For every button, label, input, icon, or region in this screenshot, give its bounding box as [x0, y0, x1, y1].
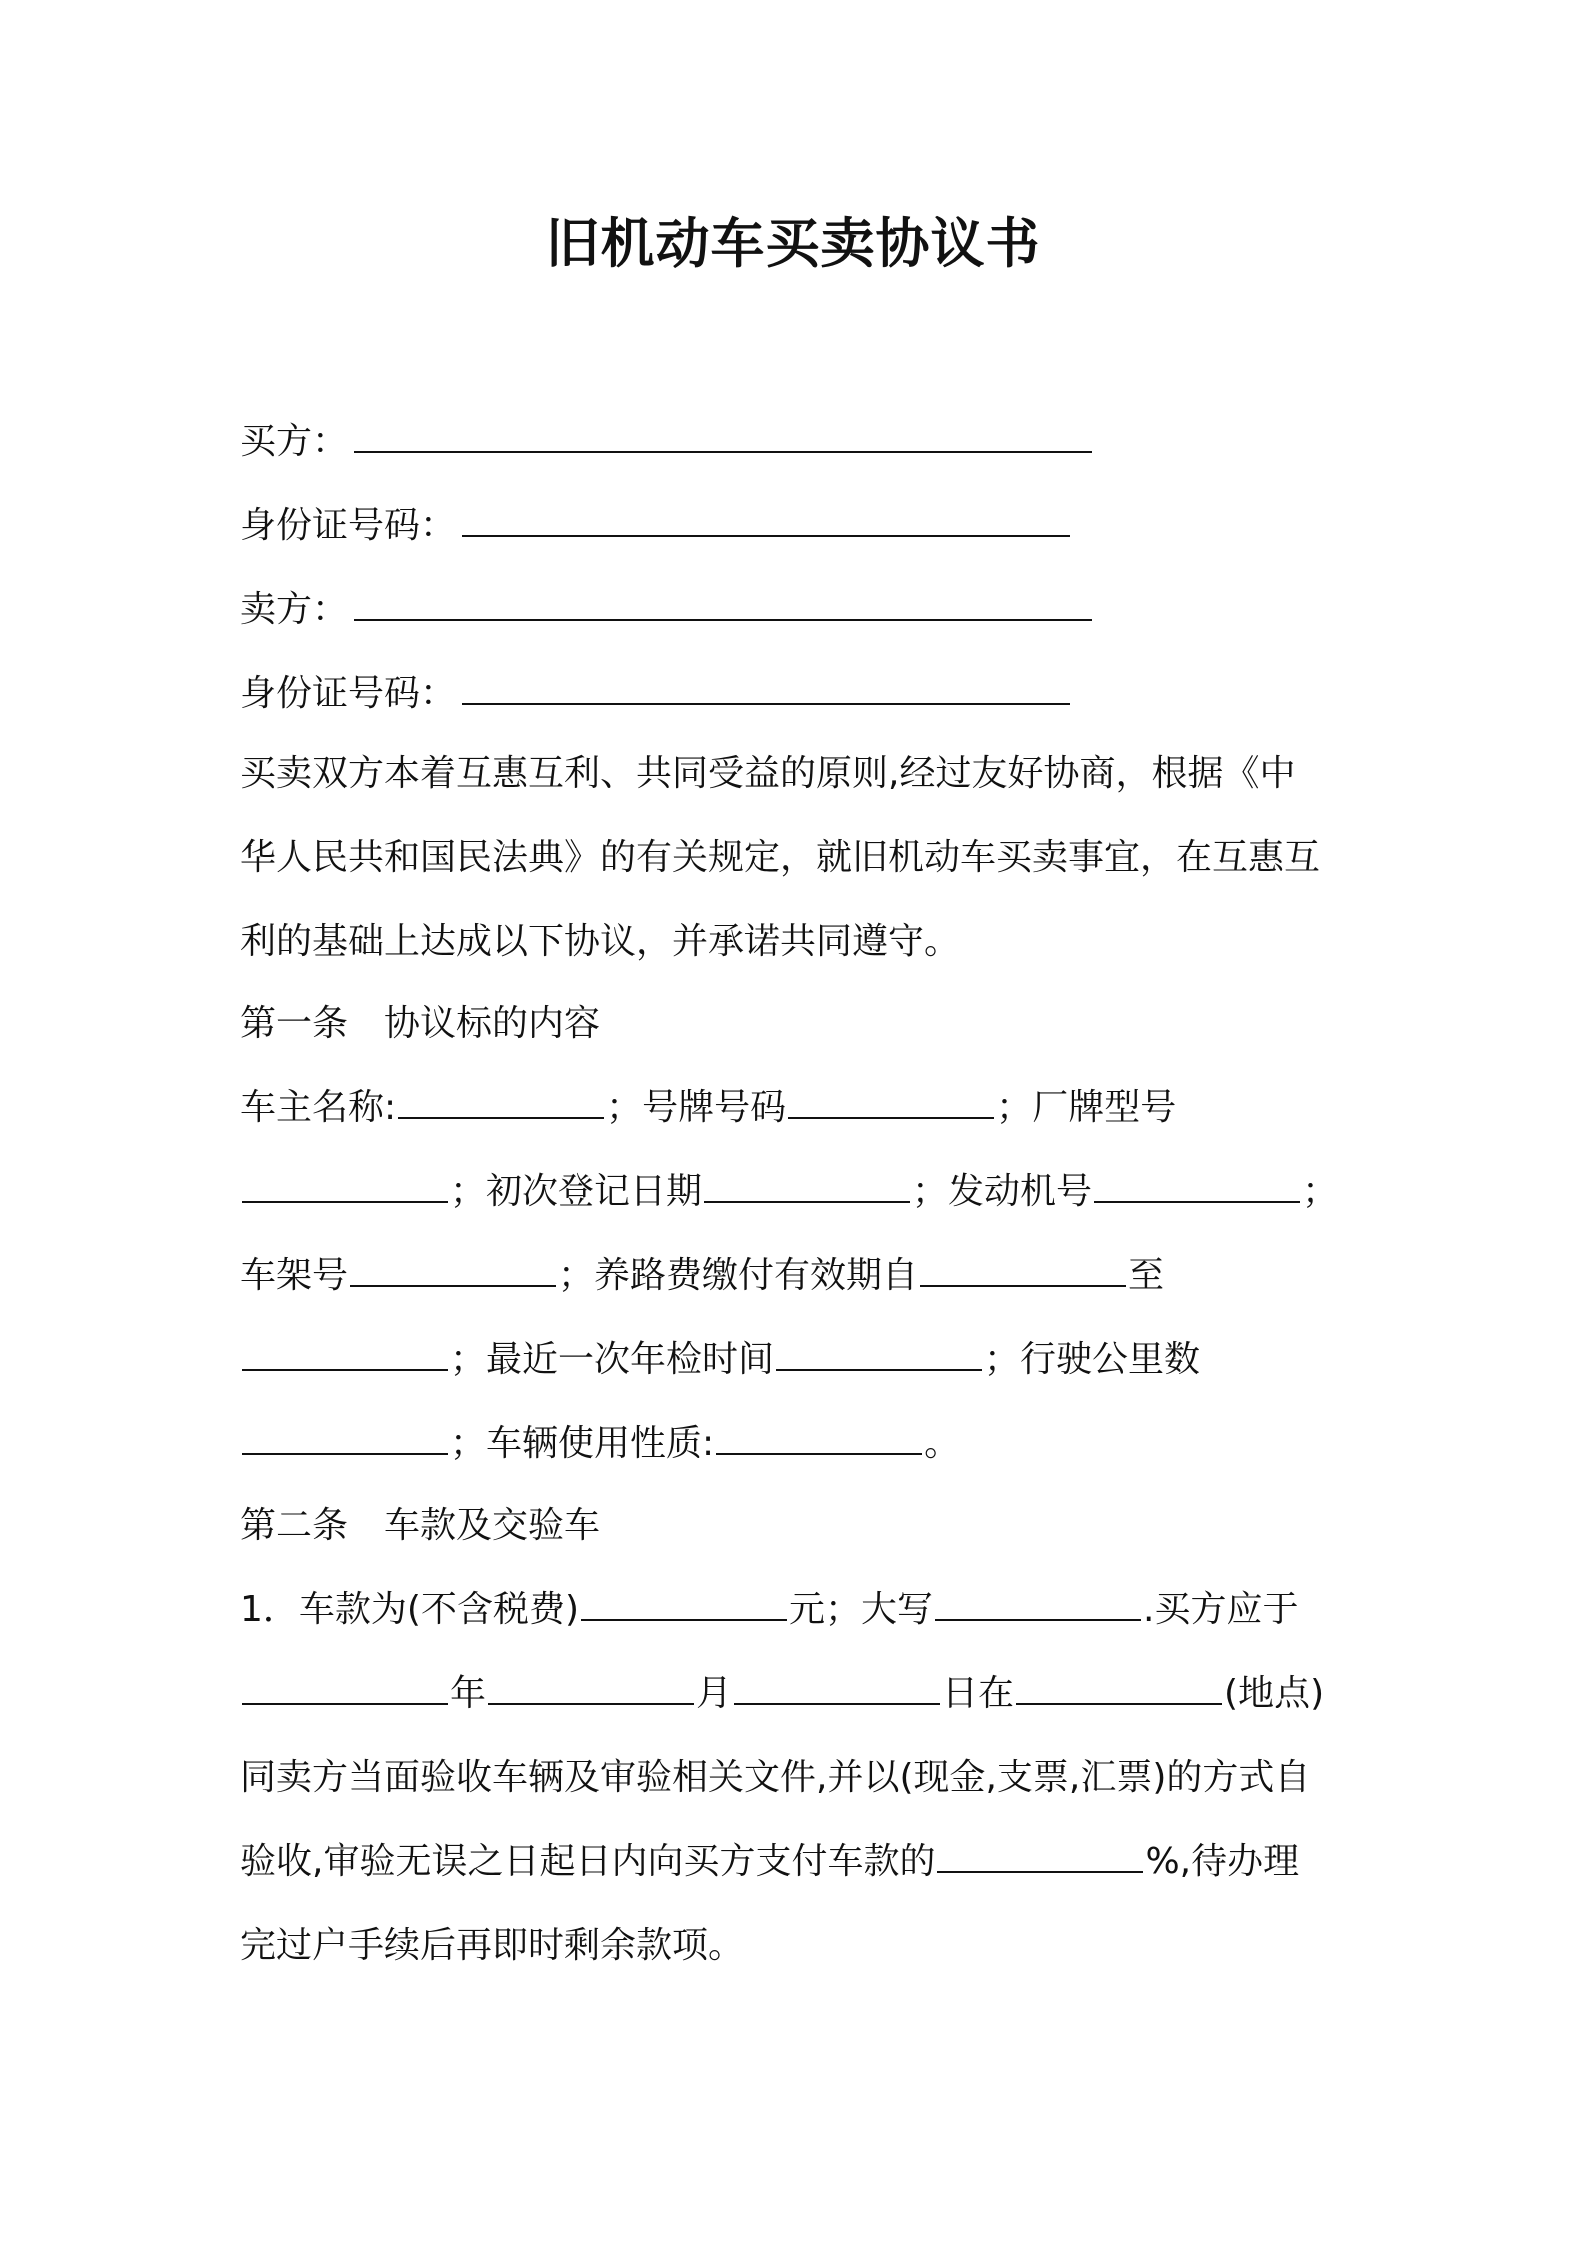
separator: ； — [1302, 1171, 1339, 1212]
buyer-shall-label: .买方应于 — [1143, 1589, 1299, 1630]
engine-no-label: 发动机号 — [948, 1171, 1093, 1212]
percent-label: %,待办理 — [1145, 1841, 1300, 1882]
separator: ； — [984, 1339, 1021, 1380]
location-label: (地点) — [1224, 1673, 1325, 1714]
month-blank[interactable] — [488, 1673, 694, 1705]
price-label: 1．车款为(不含税费) — [240, 1589, 579, 1630]
preamble-line-2: 华人民共和国民法典》的有关规定，就旧机动车买卖事宜，在互惠互 — [240, 837, 1321, 878]
separator: ； — [450, 1423, 487, 1464]
usage-blank[interactable] — [716, 1423, 922, 1455]
buyer-blank[interactable] — [354, 421, 1092, 453]
month-label: 月 — [696, 1673, 733, 1714]
plate-no-label: 号牌号码 — [642, 1087, 787, 1128]
price-blank[interactable] — [581, 1589, 787, 1621]
road-fee-label: 养路费缴付有效期自 — [594, 1255, 919, 1296]
road-fee-to-blank[interactable] — [242, 1339, 448, 1371]
buyer-label: 买方： — [240, 421, 349, 462]
location-blank[interactable] — [1016, 1673, 1222, 1705]
brand-model-blank[interactable] — [242, 1171, 448, 1203]
usage-label: 车辆使用性质: — [486, 1423, 715, 1464]
engine-no-blank[interactable] — [1094, 1171, 1300, 1203]
article-1-row-1 — [240, 1084, 1176, 1132]
brand-model-label: 厂牌型号 — [1032, 1087, 1177, 1128]
frame-no-label: 车架号 — [240, 1255, 349, 1296]
article-2-heading: 第二条 车款及交验车 — [240, 1505, 601, 1546]
separator: ； — [606, 1087, 643, 1128]
mileage-label: 行驶公里数 — [1020, 1339, 1201, 1380]
last-inspection-label: 最近一次年检时间 — [486, 1339, 775, 1380]
plate-no-blank[interactable] — [788, 1087, 994, 1119]
article-2-row-4 — [240, 1838, 1299, 1886]
article-2-row-3: 同卖方当面验收车辆及审验相关文件,并以(现金,支票,汇票)的方式自 — [240, 1757, 1311, 1798]
road-fee-from-blank[interactable] — [920, 1255, 1126, 1287]
article-1-heading: 第一条 协议标的内容 — [240, 1003, 601, 1044]
preamble-line-1: 买卖双方本着互惠互利、共同受益的原则,经过友好协商，根据《中 — [240, 753, 1296, 794]
preamble-line-3: 利的基础上达成以下协议，并承诺共同遵守。 — [240, 921, 961, 962]
seller-id-label: 身份证号码： — [240, 673, 457, 714]
separator: ； — [450, 1171, 487, 1212]
seller-blank[interactable] — [354, 589, 1092, 621]
article-2-row-2 — [240, 1670, 1324, 1718]
owner-name-label: 车主名称: — [240, 1087, 397, 1128]
separator: ； — [558, 1255, 595, 1296]
buyer-id-field — [240, 502, 1072, 550]
article-1-row-2 — [240, 1168, 1338, 1216]
seller-id-blank[interactable] — [462, 673, 1070, 705]
last-inspection-blank[interactable] — [776, 1339, 982, 1371]
frame-no-blank[interactable] — [350, 1255, 556, 1287]
article-1-row-4 — [240, 1336, 1200, 1384]
percent-blank[interactable] — [937, 1841, 1143, 1873]
buyer-field — [240, 418, 1094, 466]
payment-label: 验收,审验无误之日起日内向买方支付车款的 — [240, 1841, 936, 1882]
document-title: 旧机动车买卖协议书 — [545, 212, 1041, 275]
yuan-label: 元；大写 — [789, 1589, 934, 1630]
mileage-blank[interactable] — [242, 1423, 448, 1455]
separator: ； — [912, 1171, 949, 1212]
buyer-id-label: 身份证号码： — [240, 505, 457, 546]
owner-name-blank[interactable] — [398, 1087, 604, 1119]
seller-id-field — [240, 670, 1072, 718]
article-2-row-5: 完过户手续后再即时剩余款项。 — [240, 1925, 745, 1966]
buyer-id-blank[interactable] — [462, 505, 1070, 537]
article-1-row-5 — [240, 1420, 960, 1468]
separator: ； — [450, 1339, 487, 1380]
day-blank[interactable] — [734, 1673, 940, 1705]
seller-label: 卖方： — [240, 589, 349, 630]
day-at-label: 日在 — [942, 1673, 1015, 1714]
first-reg-date-label: 初次登记日期 — [486, 1171, 703, 1212]
separator: ； — [996, 1087, 1033, 1128]
year-blank[interactable] — [242, 1673, 448, 1705]
to-label: 至 — [1128, 1255, 1165, 1296]
price-words-blank[interactable] — [935, 1589, 1141, 1621]
first-reg-date-blank[interactable] — [704, 1171, 910, 1203]
seller-field — [240, 586, 1094, 634]
article-1-row-3 — [240, 1252, 1164, 1300]
article-2-row-1 — [240, 1586, 1298, 1634]
year-label: 年 — [450, 1673, 487, 1714]
period: 。 — [924, 1423, 961, 1464]
